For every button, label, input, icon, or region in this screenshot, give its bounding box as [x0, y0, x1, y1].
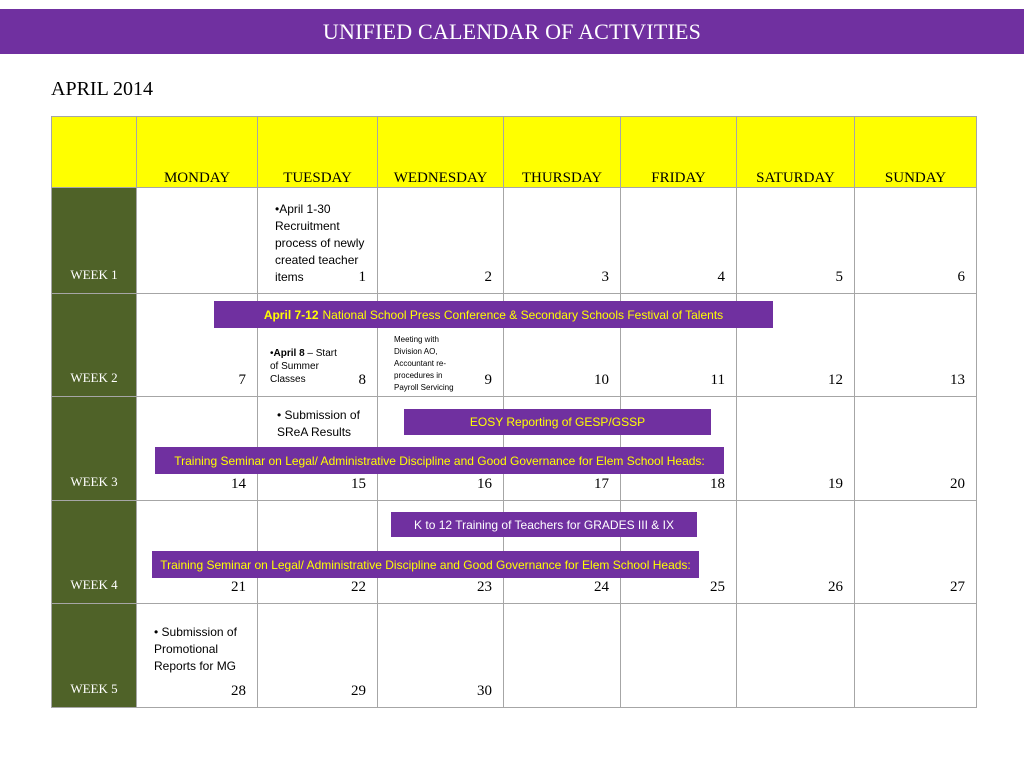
day-cell: [378, 604, 504, 708]
banner-press-conference: [214, 301, 773, 328]
header-friday: FRIDAY: [621, 117, 737, 188]
note-summer-classes: [270, 347, 342, 386]
week-label: WEEK 5: [70, 681, 118, 696]
day-cell: [504, 188, 621, 294]
week-label-cell: [52, 397, 137, 501]
day-number: 26: [828, 579, 843, 595]
day-number: 5: [835, 269, 843, 285]
day-number: 6: [957, 269, 965, 285]
header-thursday: THURSDAY: [504, 117, 621, 188]
day-number: 28: [231, 683, 246, 699]
week-label: WEEK 3: [70, 474, 118, 489]
day-number: 23: [477, 579, 492, 595]
day-number: 3: [601, 269, 609, 285]
day-number: 30: [477, 683, 492, 699]
day-cell: [737, 188, 855, 294]
note-recruitment: •April 1-30 Recruitment process of newly created teacher items: [275, 202, 365, 285]
day-number: 29: [351, 683, 366, 699]
day-number: 1: [358, 269, 366, 285]
day-cell: [621, 604, 737, 708]
day-cell: [855, 501, 977, 604]
day-number: 14: [231, 476, 246, 492]
note-promotional-reports: • Submission of Promotional Reports for MG: [154, 625, 237, 674]
day-number: 10: [594, 372, 609, 388]
day-number: 20: [950, 476, 965, 492]
day-number: 17: [594, 476, 609, 492]
month-label: APRIL 2014: [51, 78, 154, 100]
day-number: 24: [594, 579, 609, 595]
banner-training-week3: Training Seminar on Legal/ Administrative Discipline and Good Governance for Elem School Heads:: [155, 447, 724, 474]
note-summer-date: April 8: [273, 348, 305, 359]
day-number: 13: [950, 372, 965, 388]
day-number: 19: [828, 476, 843, 492]
day-number: 21: [231, 579, 246, 595]
day-number: 12: [828, 372, 843, 388]
day-cell: [137, 188, 258, 294]
header-corner-cell: [52, 117, 137, 188]
day-cell: [855, 188, 977, 294]
day-cell: [258, 604, 378, 708]
day-cell: [855, 604, 977, 708]
header-sunday: SUNDAY: [855, 117, 977, 188]
day-number: 2: [484, 269, 492, 285]
day-cell: [855, 294, 977, 397]
header-saturday: SATURDAY: [737, 117, 855, 188]
day-cell: [504, 604, 621, 708]
day-number: 8: [358, 372, 366, 388]
day-number: 27: [950, 579, 965, 595]
note-payroll-meeting: Meeting with Division AO, Accountant re-procedures in Payroll Servicing: [394, 335, 454, 392]
week-row-1: [52, 188, 977, 294]
week-label: WEEK 2: [70, 370, 118, 385]
day-number: 16: [477, 476, 492, 492]
day-number: 4: [717, 269, 725, 285]
banner-k12-training: K to 12 Training of Teachers for GRADES III & IX: [391, 512, 697, 537]
banner-eosy-reporting: EOSY Reporting of GESP/GSSP: [404, 409, 711, 435]
week-label-cell: [52, 294, 137, 397]
week-label-cell: [52, 501, 137, 604]
day-cell: [621, 188, 737, 294]
header-row: [52, 117, 977, 188]
week-label-cell: [52, 604, 137, 708]
banner-press-text: National School Press Conference & Secondary Schools Festival of Talents: [322, 307, 724, 322]
title-bar: [0, 9, 1024, 54]
note-summer-bullet: •: [270, 348, 274, 359]
day-number: 18: [710, 476, 725, 492]
note-summer-text: – Start of Summer Classes: [270, 348, 337, 385]
header-wednesday: WEDNESDAY: [378, 117, 504, 188]
day-number: 9: [484, 372, 492, 388]
day-number: 15: [351, 476, 366, 492]
week-label: WEEK 4: [70, 577, 118, 592]
day-cell: [378, 188, 504, 294]
day-cell: [737, 501, 855, 604]
day-number: 7: [238, 372, 246, 388]
day-number: 25: [710, 579, 725, 595]
day-number: 22: [351, 579, 366, 595]
week-label: WEEK 1: [70, 267, 118, 282]
banner-training-week4: Training Seminar on Legal/ Administrative Discipline and Good Governance for Elem School Heads:: [152, 551, 699, 578]
week-label-cell: [52, 188, 137, 294]
day-number: 11: [710, 372, 725, 388]
page-title: UNIFIED CALENDAR OF ACTIVITIES: [322, 18, 702, 44]
day-cell: [855, 397, 977, 501]
day-cell: [737, 604, 855, 708]
banner-press-date: April 7-12: [263, 307, 319, 322]
day-cell: [737, 397, 855, 501]
header-tuesday: TUESDAY: [258, 117, 378, 188]
header-monday: MONDAY: [137, 117, 258, 188]
note-srea-submission: • Submission of SReA Results: [277, 408, 360, 440]
